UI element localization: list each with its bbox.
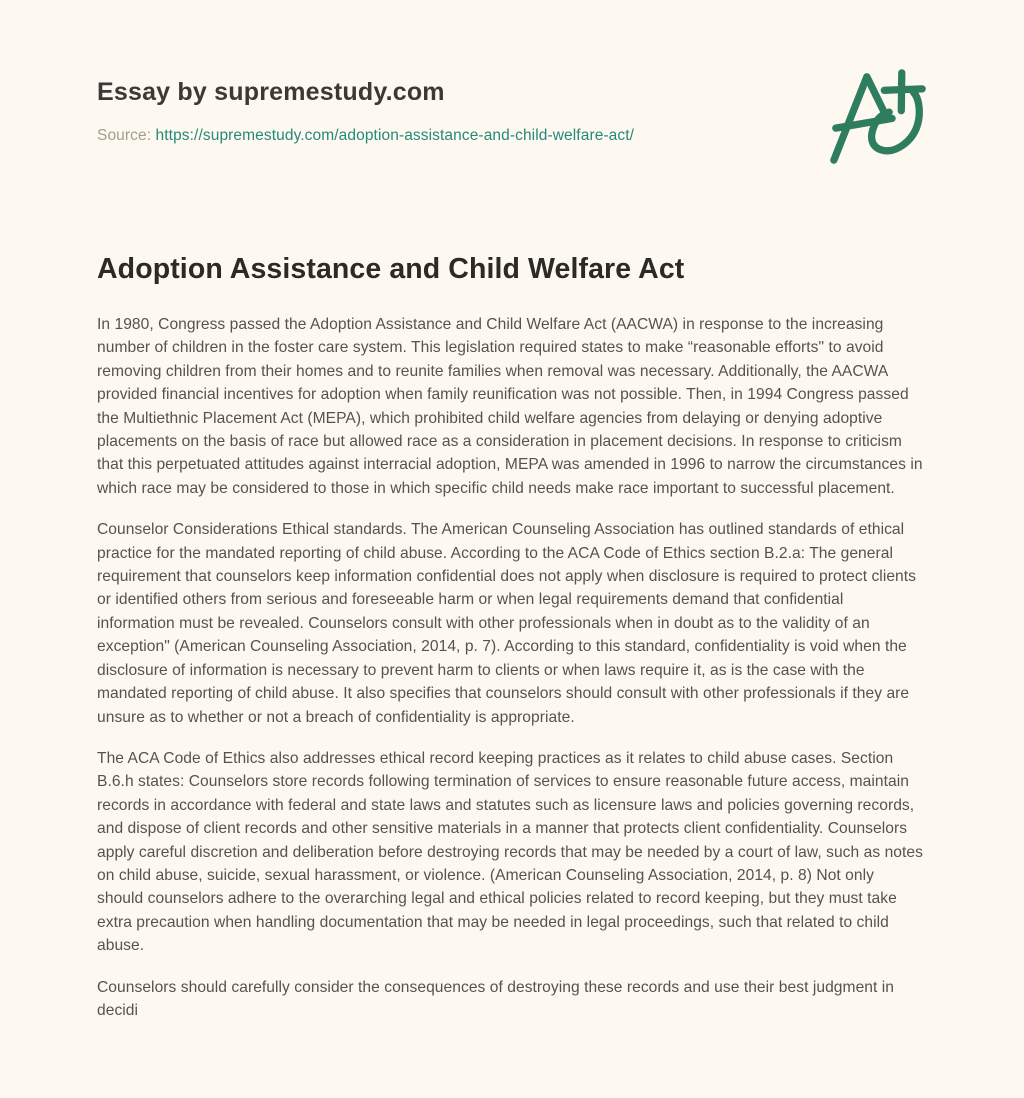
header-text-block xyxy=(97,68,830,145)
source-line xyxy=(97,127,830,145)
page-title: Essay by supremestudy.com xyxy=(97,78,445,106)
source-label: Source: xyxy=(97,127,152,144)
article-paragraph-3: The ACA Code of Ethics also addresses ethical record keeping practices as it relates to child abuse cases. Section B.6.h states: Counselors store records following termination of services to ensure reasonable future access, maintain records in accordance with federal and state laws and statutes such as licensure laws and policies governing records, and dispose of client records and other sensitive materials in a manner that protects client confidentiality. Counselors apply careful discretion and deliberation before destroying records that may be needed by a court of law, such as notes on child abuse, suicide, sexual harassment, or violence. (American Counseling Association, 2014, p. 8) Not only should counselors adhere to the overarching legal and ethical policies related to record keeping, but they must take extra precaution when handling documentation that may be needed in legal proceedings, such that related to child abuse. xyxy=(97,749,923,955)
essay-article xyxy=(97,253,927,1022)
a-plus-logo-icon xyxy=(830,68,927,165)
article-paragraph-4: Counselors should carefully consider the consequences of destroying these records and use their best judgment in decidi xyxy=(97,978,895,1019)
logo-plus-horizontal xyxy=(884,89,922,90)
page-header xyxy=(97,68,927,165)
article-paragraph-2: Counselor Considerations Ethical standards. The American Counseling Association has outlined standards of ethical practice for the mandated reporting of child abuse. According to the ACA Code of Ethics section B.2.a: The general requirement that counselors keep information confidential does not apply when disclosure is required to protect clients or identified others from serious and foreseeable harm or when legal requirements demand that confidential information must be revealed. Counselors consult with other professionals when in doubt as to the validity of an exception" (American Counseling Association, 2014, p. 7). According to this standard, confidentiality is void when the disclosure of information is necessary to prevent harm to clients or when laws require it, as is the case with the mandated reporting of child abuse. It also specifies that counselors should consult with other professionals if they are unsure as to whether or not a breach of confidentiality is appropriate. xyxy=(97,521,917,726)
logo-a-crossbar xyxy=(836,118,892,128)
source-link[interactable]: https://supremestudy.com/adoption-assistance-and-child-welfare-act/ xyxy=(155,127,635,144)
article-paragraph-1: In 1980, Congress passed the Adoption Assistance and Child Welfare Act (AACWA) in response to the increasing number of children in the foster care system. This legislation required states to make “reasonable efforts" to avoid removing children from their homes and to reunite families when removal was necessary. Additionally, the AACWA provided financial incentives for adoption when family reunification was not possible. Then, in 1994 Congress passed the Multiethnic Placement Act (MEPA), which prohibited child welfare agencies from delaying or denying adoptive placements on the basis of race but allowed race as a consideration in placement decisions. In response to criticism that this perpetuated attitudes against interracial adoption, MEPA was amended in 1996 to narrow the circumstances in which race may be considered to those in which specific child needs make race important to successful placement. xyxy=(97,316,923,497)
article-title: Adoption Assistance and Child Welfare Act xyxy=(97,253,685,285)
